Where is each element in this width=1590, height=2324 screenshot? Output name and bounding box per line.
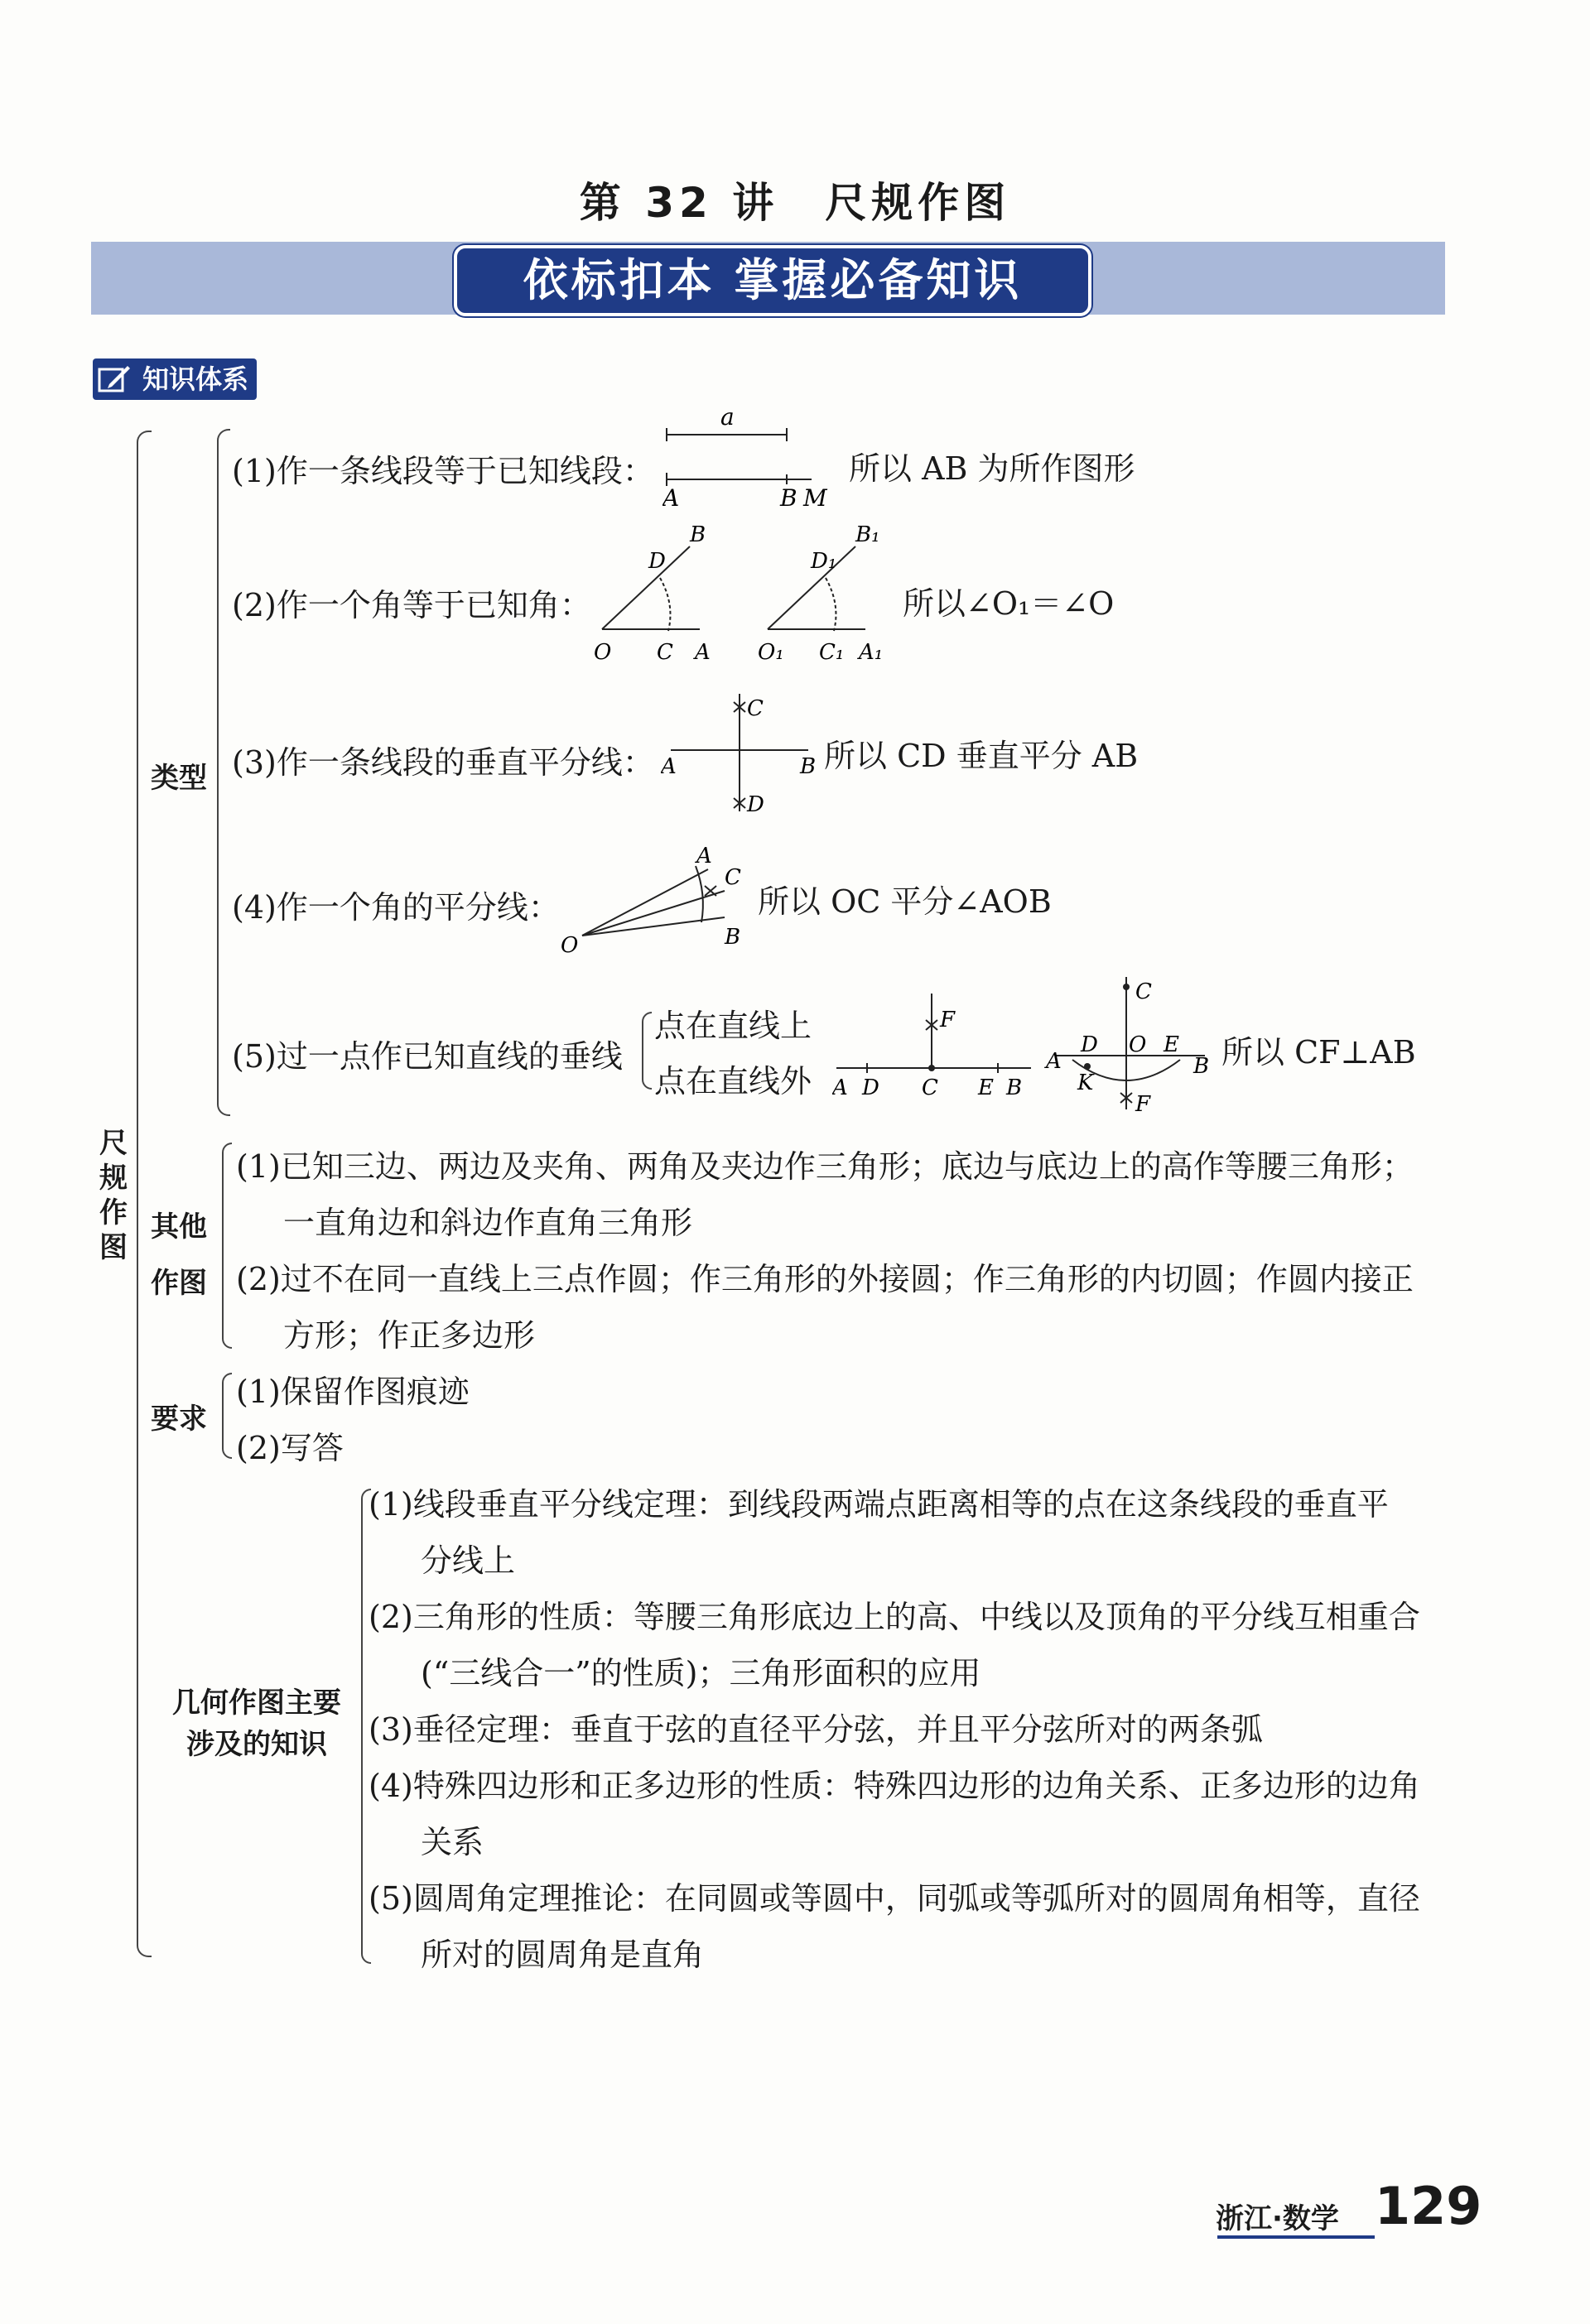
requirement-1: (1)保留作图痕迹 bbox=[236, 1374, 470, 1410]
lesson-title: 第 32 讲 尺规作图 bbox=[579, 179, 1011, 227]
svg-text:F: F bbox=[940, 1008, 956, 1032]
sub-off-line: 点在直线外 bbox=[654, 1063, 812, 1099]
svg-text:A: A bbox=[1046, 1049, 1062, 1074]
svg-text:A: A bbox=[832, 1075, 848, 1100]
figure-perpendicular-bisector bbox=[661, 687, 826, 820]
other-line-3: (2)过不在同一直线上三点作圆；作三角形的外接圆；作三角形的内切圆；作圆内接正 bbox=[236, 1261, 1414, 1297]
knowledge-line-7: 关系 bbox=[421, 1824, 484, 1860]
svg-text:B: B bbox=[1006, 1075, 1023, 1100]
svg-text:B: B bbox=[800, 754, 817, 779]
knowledge-line-1: (1)线段垂直平分线定理：到线段两端点距离相等的点在这条线段的垂直平 bbox=[369, 1486, 1389, 1523]
svg-text:D: D bbox=[648, 549, 666, 574]
knowledge-line-4: (“三线合一”的性质)；三角形面积的应用 bbox=[421, 1655, 981, 1691]
other-brace bbox=[222, 1143, 232, 1349]
other-line-1: (1)已知三边、两边及夹角、两角及夹边作三角形；底边与底边上的高作等腰三角形； bbox=[236, 1148, 1414, 1185]
other-label: 其他 作图 bbox=[151, 1210, 207, 1300]
pencil-note-icon bbox=[98, 364, 131, 394]
figure-segment bbox=[662, 410, 853, 509]
figure-perpendicular-on-line bbox=[832, 985, 1039, 1101]
types-label: 类型 bbox=[151, 762, 207, 795]
svg-text:C: C bbox=[747, 696, 764, 721]
requirement-2: (2)写答 bbox=[236, 1430, 344, 1466]
svg-text:B: B bbox=[1193, 1054, 1210, 1079]
type-item-1: (1)作一条线段等于已知线段： bbox=[232, 453, 654, 489]
svg-text:A: A bbox=[696, 844, 712, 868]
section-tag: 知识体系 bbox=[93, 358, 257, 400]
svg-text:B: B bbox=[690, 522, 706, 547]
figure-perpendicular-off-line bbox=[1039, 969, 1221, 1118]
root-brace bbox=[137, 431, 152, 1957]
other-line-2: 一直角边和斜边作直角三角形 bbox=[283, 1205, 693, 1241]
svg-text:O₁: O₁ bbox=[758, 640, 784, 665]
root-label: 尺 规 作 图 bbox=[99, 1127, 128, 1264]
svg-text:A: A bbox=[661, 754, 677, 779]
svg-text:O: O bbox=[594, 640, 612, 665]
svg-text:C₁: C₁ bbox=[819, 640, 845, 665]
svg-text:E: E bbox=[978, 1075, 994, 1100]
type-result-2: 所以∠O₁＝∠O bbox=[903, 585, 1115, 622]
type-item-2: (2)作一个角等于已知角： bbox=[232, 587, 591, 623]
type-item-5: (5)过一点作已知直线的垂线 bbox=[232, 1038, 623, 1075]
page-number: 129 bbox=[1375, 2176, 1482, 2236]
svg-text:C: C bbox=[1135, 979, 1152, 1004]
knowledge-line-2: 分线上 bbox=[421, 1542, 516, 1579]
svg-text:O: O bbox=[561, 933, 579, 958]
svg-text:D: D bbox=[1081, 1032, 1098, 1057]
types-brace bbox=[217, 429, 230, 1116]
footer-region: 浙江·数学 bbox=[1216, 2202, 1339, 2235]
type-item-4: (4)作一个角的平分线： bbox=[232, 889, 560, 926]
svg-text:M: M bbox=[803, 484, 827, 509]
svg-text:C: C bbox=[725, 865, 741, 890]
knowledge-line-3: (2)三角形的性质：等腰三角形底边上的高、中线以及顶角的平分线互相重合 bbox=[369, 1599, 1420, 1635]
svg-text:B: B bbox=[780, 484, 797, 509]
svg-text:C: C bbox=[657, 640, 673, 665]
type-result-4: 所以 OC 平分∠AOB bbox=[758, 883, 1052, 920]
svg-text:K: K bbox=[1077, 1071, 1094, 1095]
other-line-4: 方形；作正多边形 bbox=[283, 1317, 536, 1354]
svg-text:B₁: B₁ bbox=[855, 522, 880, 547]
type-result-3: 所以 CD 垂直平分 AB bbox=[824, 738, 1139, 774]
sub-on-line: 点在直线上 bbox=[654, 1008, 812, 1044]
figure-angle-copy bbox=[592, 522, 899, 671]
svg-text:A: A bbox=[695, 640, 711, 665]
knowledge-line-9: 所对的圆周角是直角 bbox=[421, 1937, 705, 1973]
label-a: a bbox=[720, 410, 735, 431]
requirements-brace bbox=[222, 1373, 232, 1459]
svg-text:B: B bbox=[725, 925, 741, 950]
knowledge-line-8: (5)圆周角定理推论：在同圆或等圆中，同弧或等弧所对的圆周角相等，直径 bbox=[369, 1880, 1420, 1917]
svg-text:D: D bbox=[862, 1075, 879, 1100]
banner-label: 依标扣本 掌握必备知识 bbox=[454, 245, 1091, 316]
footer-underline bbox=[1217, 2235, 1375, 2239]
figure-angle-bisector bbox=[559, 836, 758, 960]
svg-text:A: A bbox=[662, 484, 680, 509]
svg-text:E: E bbox=[1164, 1032, 1179, 1057]
sub-brace bbox=[642, 1012, 652, 1090]
svg-text:A₁: A₁ bbox=[859, 640, 884, 665]
svg-text:D₁: D₁ bbox=[811, 549, 837, 574]
knowledge-label: 几何作图主要 涉及的知识 bbox=[172, 1686, 341, 1761]
type-result-5: 所以 CF⊥AB bbox=[1221, 1034, 1416, 1071]
requirements-label: 要求 bbox=[151, 1403, 207, 1436]
knowledge-line-6: (4)特殊四边形和正多边形的性质：特殊四边形的边角关系、正多边形的边角 bbox=[369, 1768, 1420, 1804]
type-result-1: 所以 AB 为所作图形 bbox=[849, 450, 1135, 487]
svg-text:F: F bbox=[1135, 1092, 1151, 1117]
svg-text:C: C bbox=[922, 1075, 938, 1100]
knowledge-line-5: (3)垂径定理：垂直于弦的直径平分弦，并且平分弦所对的两条弧 bbox=[369, 1711, 1263, 1748]
svg-text:D: D bbox=[747, 792, 764, 817]
svg-text:O: O bbox=[1129, 1032, 1147, 1057]
type-item-3: (3)作一条线段的垂直平分线： bbox=[232, 744, 654, 781]
